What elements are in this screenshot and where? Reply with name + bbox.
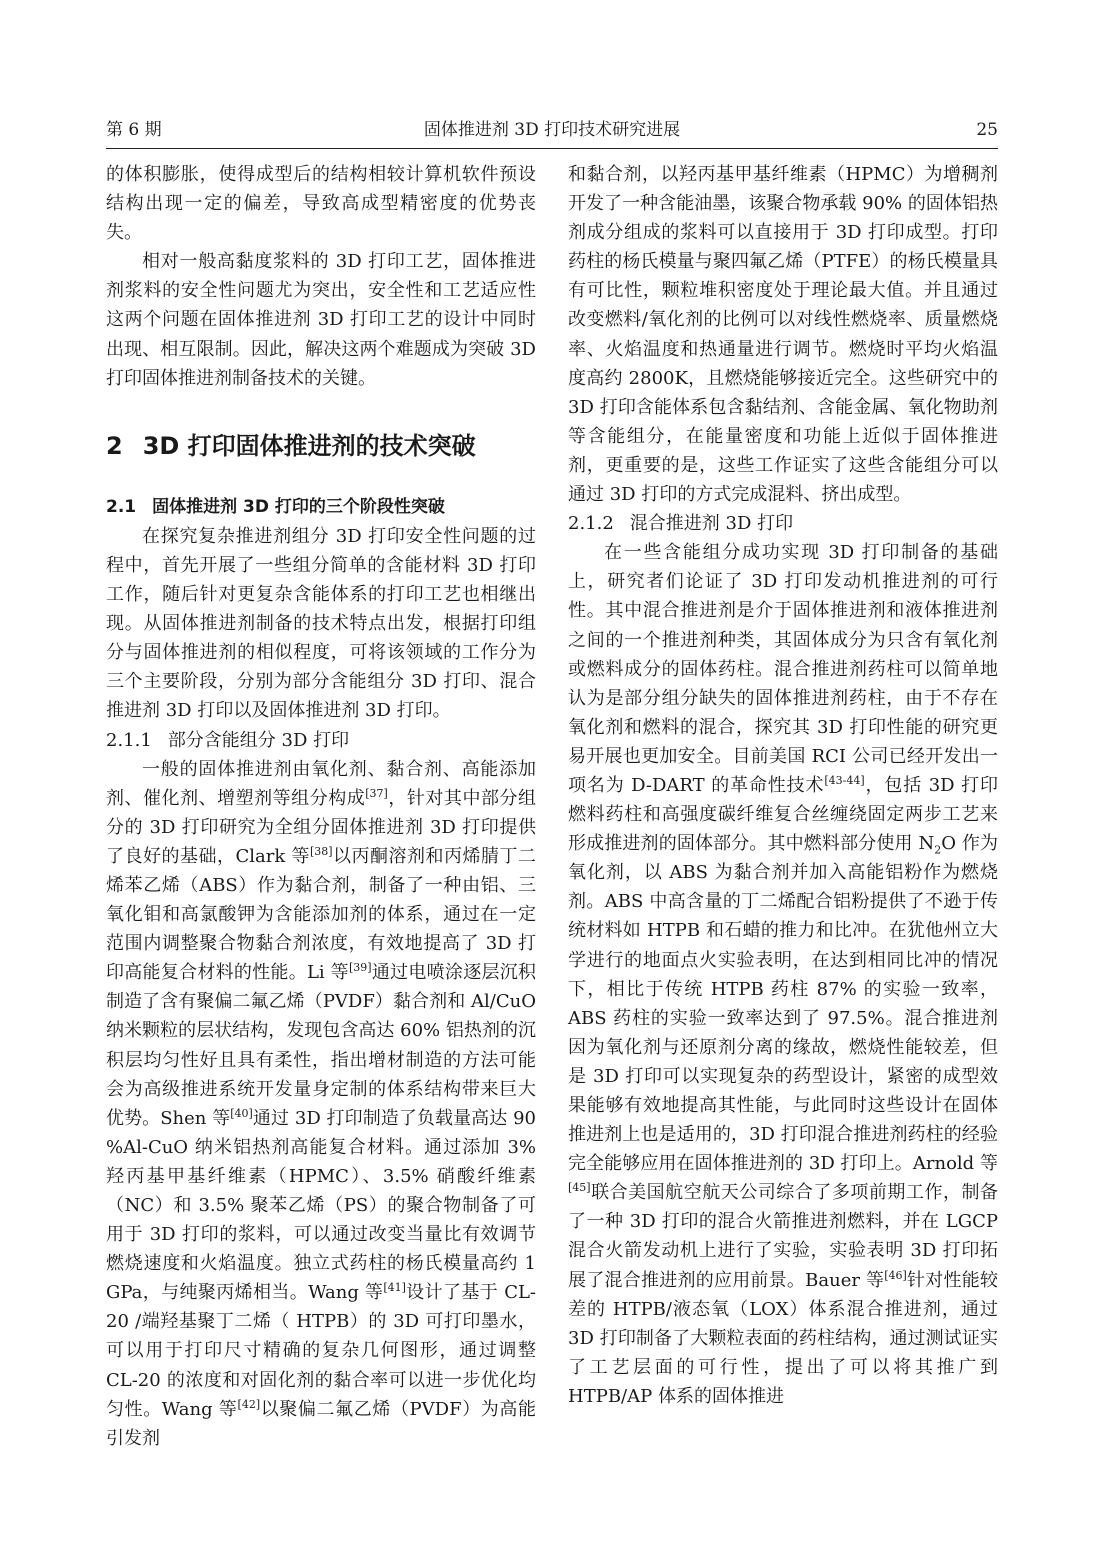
subscript-2: 2 <box>934 843 942 857</box>
citation-38: [38] <box>309 844 333 858</box>
citation-45: [45] <box>568 1181 591 1195</box>
text-run: 以丙酮溶剂和丙烯腈丁二烯苯乙烯（ABS）作为黏合剂，制备了一种由铝、三氧化钼和高氯酸钾为含能添加剂的体系，通过在一定范围内调整聚合物黏合剂浓度，有效地提高了 3D 打印高能复合材料的性能。Li 等 <box>106 845 536 984</box>
subsubsection-title: 部分含能组分 3D 打印 <box>167 729 350 751</box>
subsubsection-number: 2.1.2 <box>568 513 614 535</box>
text-run: ，针对其中部分组分的 3D 打印研究为全组分固体推进剂 3D 打印提供了良好的基础，Clark 等 <box>106 787 537 867</box>
section-number: 2 <box>106 431 123 460</box>
journal-page <box>106 112 998 1512</box>
page-number: 25 <box>976 120 998 140</box>
citation-39: [39] <box>348 961 372 975</box>
subsubsection-heading-2-1-1 <box>106 726 536 755</box>
subsubsection-heading-2-1-2 <box>568 509 998 538</box>
text-run: 联合美国航空航天公司综合了多项前期工作，制备了一种 3D 打印的混合火箭推进剂燃料，并在 LGCP 混合火箭发动机上进行了实验，实验表明 3D 打印拓展了混合推进剂的应用前景。Bauer 等 <box>568 1182 998 1291</box>
paragraph-stages: 在探究复杂推进剂组分 3D 打印安全性问题的过程中，首先开展了一些组分简单的含能材料 3D 打印工作，随后针对更复杂含能体系的打印工艺也相继出现。从固体推进剂制备的技术特点出发，根据打印组分与固体推进剂的相似程度，可将该领域的工作分为三个主要阶段，分别为部分含能组分 3D 打印、混合推进剂 3D 打印以及固体推进剂 3D 打印。 <box>106 525 536 722</box>
section-heading-2 <box>106 429 536 463</box>
text-run: O 作为氧化剂，以 ABS 为黏合剂并加入高能铝粉作为燃烧剂。ABS 中高含量的丁二烯配合铝粉提供了不逊于传统材料如 HTPB 和石蜡的推力和比冲。在犹他州立大学进行的地面点火实验表明，在达到相同比冲的情况下，相比于传统 HTPB 药柱 87% 的实验一致率，ABS 药柱的实验一致率达到了 97.5%。混合推进剂因为氧化剂与还原剂分离的缘故，燃烧性能较差，但是 3D 打印可以实现复杂的药型设计，紧密的成型效果能够有效地提高其性能，与此同时这些设计在固体推进剂上也是适用的，3D 打印混合推进剂药柱的经验完全能够应用在固体推进剂的 3D 打印上。Arnold 等 <box>568 833 998 1175</box>
text-run: 以聚偏二氟乙烯（PVDF）为高能引发剂 <box>106 1398 536 1449</box>
paragraph-continued: 的体积膨胀，使得成型后的结构相较计算机软件预设结构出现一定的偏差，导致高成型精密度的优势丧失。 <box>106 164 536 244</box>
subsection-number: 2.1 <box>106 496 137 517</box>
subsubsection-number: 2.1.1 <box>106 729 152 751</box>
right-column <box>568 160 998 1411</box>
section-title: 3D 打印固体推进剂的技术突破 <box>142 431 476 460</box>
paragraph-safety: 相对一般高黏度浆料的 3D 打印工艺，固体推进剂浆料的安全性问题尤为突出，安全性和工艺适应性这两个问题在固体推进剂 3D 打印工艺的设计中同时出现、相互限制。因此，解决这两个难题成为突破 3D 打印固体推进剂制备技术的关键。 <box>106 251 536 389</box>
left-column <box>106 160 536 1453</box>
running-header <box>106 112 998 149</box>
subsection-title: 固体推进剂 3D 打印的三个阶段性突破 <box>152 496 445 517</box>
subsubsection-title: 混合推进剂 3D 打印 <box>629 513 794 535</box>
text-run: ，包括 3D 打印燃料药柱和高强度碳纤维复合丝缠绕固定两步工艺来形成推进剂的固体部分。其中燃料部分使用 N <box>568 774 999 855</box>
paragraph-continued-ink: 和黏合剂，以羟丙基甲基纤维素（HPMC）为增稠剂开发了一种含能油墨，该聚合物承载 90% 的固体铝热剂成分组成的浆料可以直接用于 3D 打印成型。打印药柱的杨氏模量与聚四氟乙烯（PTFE）的杨氏模量具有可比性，颗粒堆积密度处于理论最大值。并且通过改变燃料/氧化剂的比例可以对线性燃烧率、质量燃烧率、火焰温度和热通量进行调节。燃烧时平均火焰温度高约 2800K，且燃烧能够接近完全。这些研究中的 3D 打印含能体系包含黏结剂、含能金属、氧化物助剂等含能组分，在能量密度和功能上近似于固体推进剂，更重要的是，这些工作证实了这些含能组分可以通过 3D 打印的方式完成混料、挤出成型。 <box>568 164 998 506</box>
paragraph-hybrid-propellant <box>568 538 998 1411</box>
citation-37: [37] <box>365 786 388 800</box>
text-run: 设计了基于 CL-20 /端羟基聚丁二烯（ HTPB）的 3D 可打印墨水，可以用于打印尺寸精确的复杂几何图形，通过调整 CL-20 的浓度和对固化剂的黏合率可以进一步优化均匀性。Wang 等 <box>106 1282 536 1420</box>
journal-article-title: 固体推进剂 3D 打印技术研究进展 <box>423 120 681 140</box>
citation-46: [46] <box>884 1268 907 1282</box>
citation-40: [40] <box>230 1106 253 1120</box>
citation-42: [42] <box>237 1397 261 1411</box>
text-run: 通过电喷涂逐层沉积制造了含有聚偏二氟乙烯（PVDF）黏合剂和 Al/CuO 纳米颗粒的层状结构，发现包含高达 60% 铝热剂的沉积层均匀性好且具有柔性，指出增材制造的方法可能会为高级推进系统开发量身定制的体系结构带来巨大优势。Shen 等 <box>106 962 537 1129</box>
citation-41: [41] <box>383 1281 406 1295</box>
text-run: 在一些含能组分成功实现 3D 打印制备的基础上，研究者们论证了 3D 打印发动机推进剂的可行性。其中混合推进剂是介于固体推进剂和液体推进剂之间的一个推进剂种类，其固体成分为只含有氧化剂或燃料成分的固体药柱。混合推进剂药柱可以简单地认为是部分组分缺失的固体推进剂药柱，由于不存在氧化剂和燃料的混合，探究其 3D 打印性能的研究更易开展也更加安全。目前美国 RCI 公司已经开发出一项名为 D-DART 的革命性技术 <box>568 542 998 796</box>
paragraph-partial-components <box>106 755 536 1453</box>
text-run: 一般的固体推进剂由氧化剂、黏合剂、高能添加剂、催化剂、增塑剂等组分构成 <box>106 758 536 809</box>
text-run: 通过 3D 打印制造了负载量高达 90 %Al-CuO 纳米铝热剂高能复合材料。通过添加 3% 羟丙基甲基纤维素（HPMC）、3.5% 硝酸纤维素（NC）和 3.5% 聚苯乙烯（PS）的聚合物制备了可用于 3D 打印的浆料，可以通过改变当量比有效调节燃烧速度和火焰温度。独立式药柱的杨氏模量高约 1 GPa，与纯聚丙烯相当。Wang 等 <box>106 1107 537 1304</box>
subsection-heading-2-1 <box>106 493 536 522</box>
citation-43-44: [43-44] <box>824 773 865 787</box>
issue-label: 第 6 期 <box>106 120 162 140</box>
text-run: 针对性能较差的 HTPB/液态氧（LOX）体系混合推进剂，通过 3D 打印制备了大颗粒表面的药柱结构，通过测试证实了工艺层面的可行性，提出了可以将其推广到 HTPB/AP 体系的固体推进 <box>568 1269 998 1407</box>
